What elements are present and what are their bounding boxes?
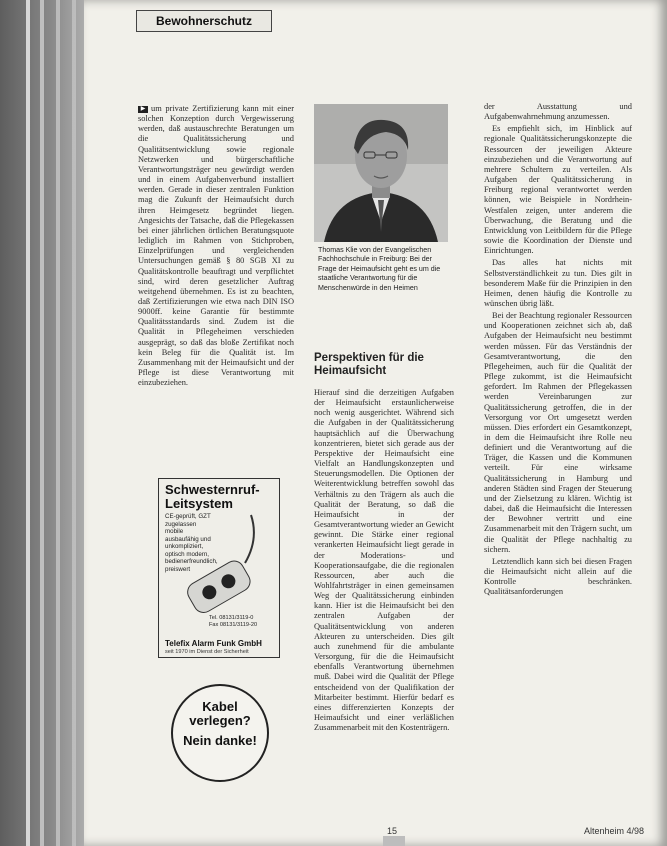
text-column-3 — [484, 102, 632, 818]
text-column-1 — [138, 104, 294, 390]
continuation-marker-icon: ▶ — [138, 106, 148, 113]
ad-title: Schwesternruf-Leitsystem — [165, 482, 260, 511]
column3-paragraph: Letztendlich kann sich bei diesen Fragen die Heimaufsicht nicht allein auf die Kontrolle beschränken. Qualitätsanforderungen — [484, 556, 632, 597]
ad-company: Telefix Alarm Funk GmbH — [165, 639, 262, 648]
column3-paragraph: Es empfiehlt sich, im Hinblick auf regionale Qualitätssicherungskonzepte die Ressourcen der jeweiligen Akteure einzubeziehen und die Verantwortung auf mehrere Schultern zu verteilen. Als Aufgaben der Qualitätssicherung in Freiburg regional verantwortet werden können, wie Beispiele in Nordrhein-Westfalen zeigen, unter anderem die Überwachung, die Beratung und die Entwicklung von Leitbildern für die Pflege sowie die Koordination der Dienste und Einrichtungen. — [484, 124, 632, 256]
page-number: 15 — [387, 826, 398, 836]
photo-caption: Thomas Klie von der Evangelischen Fachhochschule in Freiburg: Bei der Frage der Heimaufsicht geht es um die staatliche Verantwortung für die Menschenwürde in den Heimen — [318, 246, 441, 292]
ad-kabel-line2: Nein danke! — [183, 733, 257, 748]
book-binding — [0, 0, 96, 846]
ad-tagline: seit 1970 im Dienst der Sicherheit — [165, 649, 249, 655]
ad-contact — [209, 615, 257, 629]
section-heading: Perspektiven für die Heimaufsicht — [314, 352, 424, 377]
ad-kabel-line1: Kabel verlegen? — [189, 699, 251, 728]
section-header: Bewohnerschutz — [136, 10, 272, 32]
column3-paragraph: Das alles hat nichts mit Selbstverständlichkeit zu tun. Dies gilt in besonderem Maße für die Prinzipien in den Heimen, denen häufig die Kontrolle zu wünschen übrig läßt. — [484, 258, 632, 308]
column2-paragraph: Hierauf sind die derzeitigen Aufgaben der Heimaufsicht erstaunlicherweise noch wenig ausgerichtet. Während sich die Aufgaben in der Qualitätssicherung hauptsächlich auf die Überwachung konzentrieren, bietet sich gerade aus der Perspektive der Heimaufsicht eine Vielfalt an Handlungskonzepten und Steuerungsmodellen. Die Optionen der Weiterentwicklung betreffen sowohl das Verhältnis zu den Trägern als auch die Qualität der Beratung, so daß die Heimaufsicht in der Gesamtverantwortung wieder an Gewicht gewinnt. Die Stärke einer regional verankerten Heimaufsicht liegt gerade in der Moderations- und Kooperationsaufgabe, die die regionalen Ressourcen, aber auch die Wohlfahrtsträger in einen gemeinsamen Weg der Qualitätssicherung einbinden kann. Hier ist die Heimaufsicht bei den zentralen Aufgaben der Qualitätsentwicklung von anderen Akteuren zu unterscheiden. Dies gilt auch zunehmend für die ambulante Versorgung, für die die Heimaufsicht ebenfalls Verantwortung übernehmen muß. Dabei wird die Qualität der Pflege entscheidend von der Qualifikation der Mitarbeiter bestimmt. Hierfür bedarf es eines differenzierten Konzepts der Heimaufsicht und einer verläßlichen Zusammenarbeit mit den Kostenträgern. — [314, 388, 454, 733]
page-tab — [383, 836, 405, 846]
issue-label: Altenheim 4/98 — [584, 826, 645, 836]
portrait-photo — [314, 104, 448, 242]
call-button-device-icon — [159, 479, 279, 619]
advertisement-schwesternruf — [158, 478, 280, 658]
text-column-2 — [314, 388, 454, 735]
ad-fax: Fax 08131/3119-20 — [209, 621, 258, 628]
ad-phone: Tel. 08131/3119-0 — [209, 615, 254, 621]
advertisement-kabel — [171, 684, 269, 782]
column3-paragraph: Bei der Beachtung regionaler Ressourcen und Kooperationen zeichnet sich ab, daß Aufgaben der Heimaufsicht neu bestimmt werden müssen. Für das Verständnis der Gesamtverantwortung, die den Pflegeheimen, auch für die Qualität der Pflege zukommt, ist die Heimaufsicht gefordert. Im Rahmen der Pflegekassen werden Vereinbarungen zur Qualitätssicherung getroffen, die in der Versorgung vor Ort umgesetzt werden müssen. Dies erfordert ein Gesamtkonzept, in dem die Heimaufsicht ihre Rolle neu definiert und die Verantwortung auf die Träger, die Kassen und die Kommunen verteilt. Für eine wirksame Qualitätssicherung in Hamburg und anderen Städten sind Fragen der Steuerung und der Zielsetzung zu klären. Wichtig ist dabei, daß die Heimaufsicht die Interessen der Bewohner vertritt und eine Zusammenarbeit mit den Trägern sucht, um die Qualität der Pflege nachhaltig zu sichern. — [484, 311, 632, 554]
column1-paragraph — [138, 104, 294, 388]
column3-paragraph: der Ausstattung und Aufgabenwahrnehmung anzumessen. — [484, 102, 632, 122]
column1-text: um private Zertifizierung kann mit einer solchen Konzeption durch Vergewisserung werden, daß austauschrechte Beratungen um die Qualitätssicherung und Qualitätsentwicklung sowie regionale Netzwerken und bürgerschaftliche Verantwortungsträger neu gewürdigt werden und in einem Aufgabenverbund installiert werden. Gerade in dieser zentralen Funktion mag die Zukunft der Heimaufsicht durch ihren Heimgesetz begründet liegen. Angesichts der Tatsache, daß die Pflegekassen bei einer jährlichen örtlichen Beratungsquote lediglich im Rahmen von Stichproben, Einzelprüfungen und vergleichenden Untersuchungen gemäß § 80 SGB XI zu Qualitätskontrolle beauftragt und verpflichtet sind, wird deren gesetzlicher Auftrag weitgehend übernehmen. Es ist zu beachten, daß Zertifizierungen wie etwa nach DIN ISO 9000ff. keine Garantie für bestimmte Qualitätsstandards sind. Zudem ist die Qualität in Pflegeheimen verschieden ausgeprägt, so daß das bloße Zertifikat noch kein Beleg für die Qualität ist. Im Zusammenhang mit der Heimaufsicht und der Pflege ist diese Verantwortung mit einzubeziehen. — [138, 104, 294, 388]
ad-body: CE-geprüft, GZT zugelassen mobile ausbaufähig und unkompliziert, optisch modern, bedienerfreundlich, preiswert — [165, 513, 218, 573]
portrait-image — [314, 104, 448, 242]
